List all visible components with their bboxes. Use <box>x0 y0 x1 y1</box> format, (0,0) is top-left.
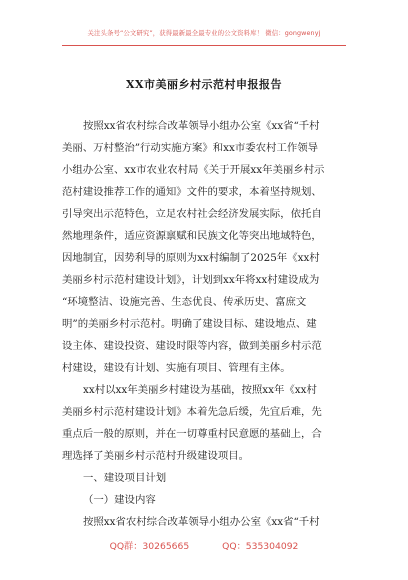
body-line: 因地制宜，因势利导的原则为xx村编制了2025年《xx村 <box>62 252 320 264</box>
body-line: 理选择了美丽乡村示范村升级建设项目。 <box>62 450 250 462</box>
body-line: 按照xx省农村综合改革领导小组办公室《xx省“千村 <box>83 516 320 528</box>
body-line: 引导突出示范特色，立足农村社会经济发展实际，依托自 <box>62 208 322 220</box>
body-line: 美丽乡村示范村建设计划》，计划到xx年将xx村建设成为 <box>62 274 320 286</box>
body-line: 然地理条件，适应资源禀赋和民族文化等突出地域特色， <box>62 230 322 242</box>
body-line: 美丽乡村示范村建设计划》本着先急后缓，先宜后难，先 <box>62 406 322 418</box>
body-line: 美丽、万村整治”行动实施方案》和xx市委农村工作领导 <box>62 142 319 154</box>
footer-qq: QQ：535304092 <box>222 541 299 552</box>
body-line: 小组办公室、xx市农业农村局《关于开展xx年美丽乡村示 <box>62 164 325 176</box>
section-heading: 一、建设项目计划 <box>83 472 167 484</box>
header-divider <box>62 45 346 46</box>
body-line: 明”的美丽乡村示范村。明确了建设目标、建设地点、建 <box>62 318 317 330</box>
body-line: 按照xx省农村综合改革领导小组办公室《xx省“千村 <box>83 120 320 132</box>
body-line: 村建设，建设有计划、实施有项目、管理有主体。 <box>62 362 291 374</box>
document-body <box>62 115 348 533</box>
header-banner: 关注头条号“公文研究”，获得最新最全最专业的公文资料库！ 微信：gongwenyj <box>87 29 321 37</box>
body-line: 设主体、建设投资、建设时限等内容，做到美丽乡村示范 <box>62 340 322 352</box>
document-title: XX市美丽乡村示范村申报报告 <box>125 78 283 91</box>
footer-contact <box>0 538 408 552</box>
subsection-heading: （一）建设内容 <box>83 494 156 506</box>
body-line: xx村以xx年美丽乡村建设为基础，按照xx年《xx村 <box>83 384 317 396</box>
body-line: “环境整洁、设施完善、生态优良、传承历史、富庶文 <box>62 296 307 308</box>
footer-qq-group: QQ群：30265665 <box>109 541 190 552</box>
body-line: 范村建设推荐工作的通知》文件的要求，本着坚持规划、 <box>62 186 322 198</box>
body-line: 重点后一般的原则，并在一切尊重村民意愿的基础上，合 <box>62 428 322 440</box>
